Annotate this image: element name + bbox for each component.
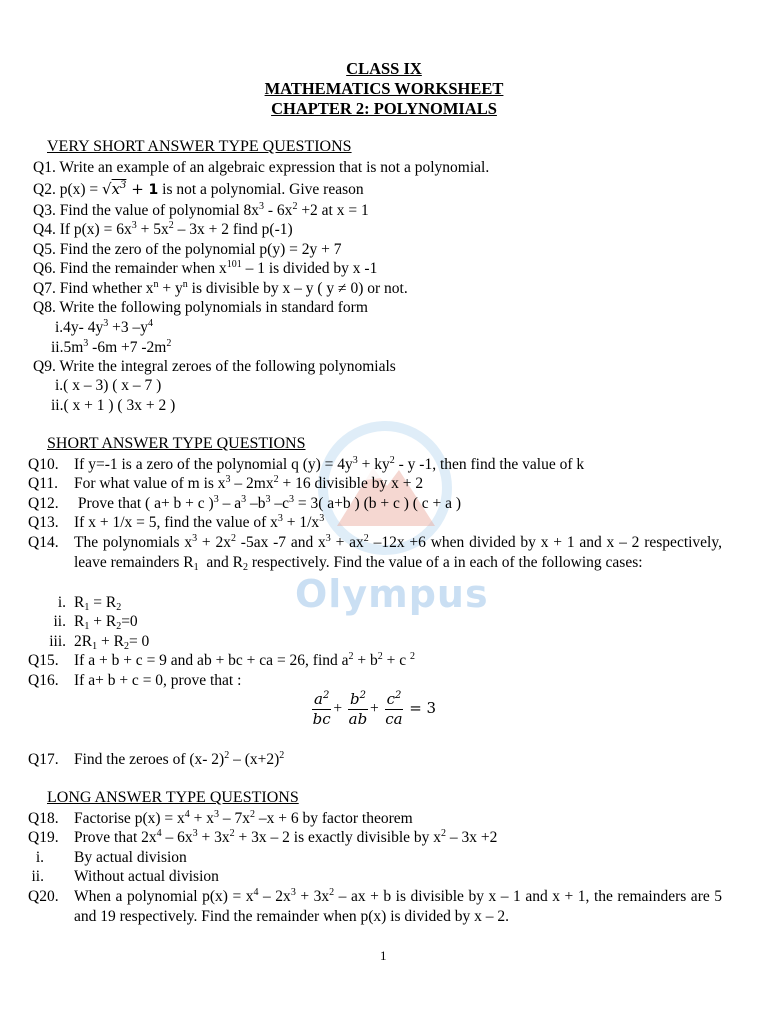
question-6: Q6. Find the remainder when $x^{101} - 1$ is divided by x -1 bbox=[33, 259, 378, 277]
title-chapter: CHAPTER 2: POLYNOMIALS bbox=[271, 99, 497, 118]
question-9-part-i: i.( x – 3) ( x – 7 ) bbox=[55, 377, 162, 394]
question-16-equation: $\frac{a^2}{bc}$ + $\frac{b^2}{ab}$ + $\frac{c^2}{ca}$ = 3 bbox=[312, 690, 437, 728]
question-14-text: The polynomials $x^3 + 2x^2$ -5ax -7 and $x^3 + ax^2$ –12x +6 when divided by x + 1 and x – 2 respectively, leave remainders $R_1$ and $R_2$ respectively. Find the value of a in each of the following cases: bbox=[74, 533, 722, 573]
section-short: SHORT ANSWER TYPE QUESTIONS bbox=[47, 435, 306, 452]
question-3: Q3. Find the value of polynomial $8x^3 - 6x^2 +2$ at x = 1 bbox=[33, 201, 369, 219]
page-number: 1 bbox=[380, 948, 387, 963]
question-7: Q7. Find whether $x^n + y^n$ is divisible by x – y ( y ≠ 0) or not. bbox=[33, 279, 408, 297]
question-8-part-ii: $ii.5m^3$ -6m +7 $-2m^2$ bbox=[51, 338, 172, 356]
question-8-part-i: i.4y- $4y^3 +3$ $-y^4$ bbox=[55, 318, 153, 336]
title-class: CLASS IX bbox=[346, 59, 422, 78]
question-4: Q4. If $p(x) = 6x^3 + 5x^2 - 3x + 2$ find p(-1) bbox=[33, 220, 293, 238]
question-5: Q5. Find the zero of the polynomial p(y) = 2y + 7 bbox=[33, 241, 342, 258]
section-long: LONG ANSWER TYPE QUESTIONS bbox=[47, 789, 299, 806]
section-very-short: VERY SHORT ANSWER TYPE QUESTIONS bbox=[47, 138, 352, 155]
question-9-part-ii: ii.( x + 1 ) ( 3x + 2 ) bbox=[51, 397, 176, 414]
question-1: Q1. Write an example of an algebraic expression that is not a polynomial. bbox=[33, 159, 490, 176]
question-20-text: When a polynomial $p(x) = x^4 - 2x^3 + 3x^2$ – ax + b is divisible by x – 1 and x + 1, the remainders are 5 and 19 respectively. Find the remainder when p(x) is divided by x – 2. bbox=[74, 887, 723, 925]
question-9: Q9. Write the integral zeroes of the following polynomials bbox=[33, 358, 396, 375]
title-worksheet: MATHEMATICS WORKSHEET bbox=[264, 79, 504, 98]
question-8: Q8. Write the following polynomials in standard form bbox=[33, 299, 368, 316]
watermark-text: Olympus bbox=[295, 572, 489, 616]
question-2: Q2. $p(x) = √x^3 + 1$ is not a polynomial. Give reason bbox=[33, 180, 364, 198]
